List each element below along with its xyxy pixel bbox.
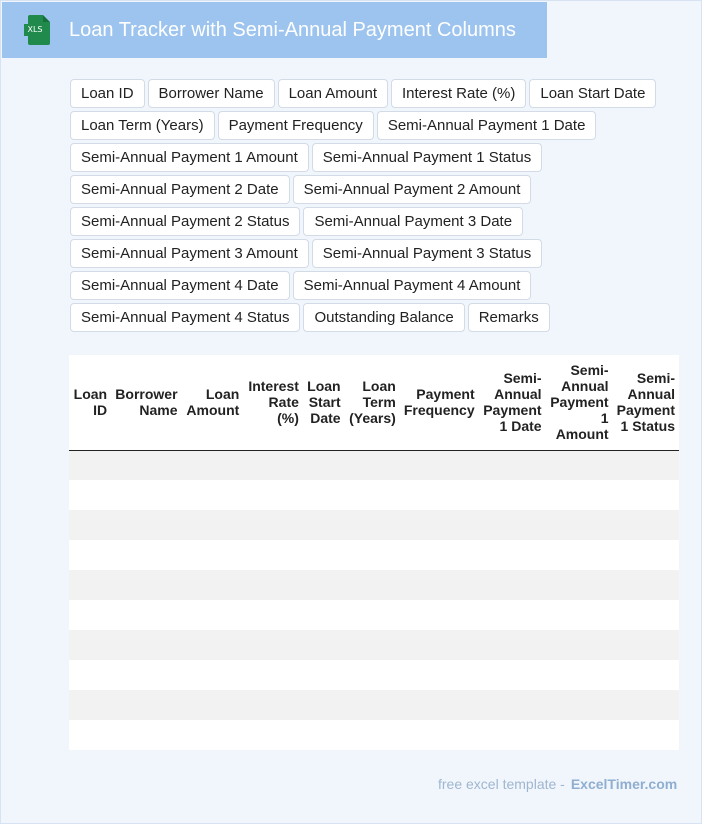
xls-file-icon <box>24 15 50 45</box>
table-row <box>69 660 679 690</box>
table-cell[interactable] <box>182 570 244 600</box>
table-cell[interactable] <box>345 510 400 540</box>
table-cell[interactable] <box>69 540 111 570</box>
column-chip: Outstanding Balance <box>303 303 464 332</box>
table-row <box>69 600 679 630</box>
page-title: Loan Tracker with Semi-Annual Payment Columns <box>69 18 516 41</box>
table-cell[interactable] <box>303 630 345 660</box>
column-chip: Semi-Annual Payment 1 Status <box>312 143 542 172</box>
table-cell[interactable] <box>400 570 479 600</box>
table-cell[interactable] <box>345 630 400 660</box>
table-cell[interactable] <box>303 480 345 510</box>
table-cell[interactable] <box>345 450 400 480</box>
column-chip: Payment Frequency <box>218 111 374 140</box>
table-cell[interactable] <box>479 720 546 750</box>
table-cell[interactable] <box>69 720 111 750</box>
table-cell[interactable] <box>182 630 244 660</box>
table-cell[interactable] <box>345 720 400 750</box>
loan-table-container <box>69 355 679 750</box>
table-cell[interactable] <box>111 660 181 690</box>
table-row <box>69 480 679 510</box>
table-cell[interactable] <box>243 690 303 720</box>
table-cell[interactable] <box>111 720 181 750</box>
table-cell[interactable] <box>111 510 181 540</box>
table-cell[interactable] <box>182 690 244 720</box>
column-header: Semi-Annual Payment 1 Date <box>479 355 546 450</box>
title-banner <box>2 2 547 58</box>
table-cell[interactable] <box>303 690 345 720</box>
table-cell[interactable] <box>243 510 303 540</box>
table-cell[interactable] <box>613 450 679 480</box>
table-cell[interactable] <box>546 600 613 630</box>
column-header: Semi-Annual Payment 1 Status <box>613 355 679 450</box>
table-cell[interactable] <box>546 720 613 750</box>
table-cell[interactable] <box>345 690 400 720</box>
column-list <box>70 79 660 332</box>
column-header: Interest Rate (%) <box>243 355 303 450</box>
table-cell[interactable] <box>546 450 613 480</box>
column-chip: Loan Amount <box>278 79 388 108</box>
table-header-row <box>69 355 679 450</box>
table-cell[interactable] <box>303 600 345 630</box>
table-cell[interactable] <box>345 660 400 690</box>
table-cell[interactable] <box>182 720 244 750</box>
table-cell[interactable] <box>111 450 181 480</box>
column-chip: Interest Rate (%) <box>391 79 526 108</box>
table-cell[interactable] <box>546 510 613 540</box>
table-cell[interactable] <box>182 600 244 630</box>
table-cell[interactable] <box>479 450 546 480</box>
table-cell[interactable] <box>479 480 546 510</box>
table-cell[interactable] <box>400 660 479 690</box>
table-cell[interactable] <box>546 570 613 600</box>
table-cell[interactable] <box>243 540 303 570</box>
table-cell[interactable] <box>303 570 345 600</box>
table-cell[interactable] <box>111 570 181 600</box>
table-cell[interactable] <box>613 630 679 660</box>
table-cell[interactable] <box>400 630 479 660</box>
table-cell[interactable] <box>613 540 679 570</box>
table-cell[interactable] <box>182 450 244 480</box>
table-cell[interactable] <box>243 660 303 690</box>
table-cell[interactable] <box>345 570 400 600</box>
table-cell[interactable] <box>400 450 479 480</box>
table-cell[interactable] <box>546 690 613 720</box>
table-cell[interactable] <box>546 660 613 690</box>
column-header: Payment Frequency <box>400 355 479 450</box>
table-cell[interactable] <box>303 720 345 750</box>
table-row <box>69 570 679 600</box>
column-chip: Remarks <box>468 303 550 332</box>
column-chip: Semi-Annual Payment 4 Amount <box>293 271 532 300</box>
table-cell[interactable] <box>479 540 546 570</box>
column-chip: Semi-Annual Payment 2 Status <box>70 207 300 236</box>
column-header: Loan Start Date <box>303 355 345 450</box>
column-chip: Loan Term (Years) <box>70 111 215 140</box>
table-row <box>69 450 679 480</box>
table-cell[interactable] <box>243 570 303 600</box>
table-cell[interactable] <box>303 450 345 480</box>
table-cell[interactable] <box>303 540 345 570</box>
table-cell[interactable] <box>111 600 181 630</box>
table-cell[interactable] <box>111 540 181 570</box>
table-cell[interactable] <box>345 600 400 630</box>
table-cell[interactable] <box>400 690 479 720</box>
table-cell[interactable] <box>243 450 303 480</box>
column-chip: Loan ID <box>70 79 145 108</box>
table-row <box>69 510 679 540</box>
footer <box>438 776 677 792</box>
table-cell[interactable] <box>303 660 345 690</box>
table-row <box>69 690 679 720</box>
column-chip: Semi-Annual Payment 3 Status <box>312 239 542 268</box>
table-cell[interactable] <box>613 660 679 690</box>
table-cell[interactable] <box>613 600 679 630</box>
table-cell[interactable] <box>479 600 546 630</box>
table-cell[interactable] <box>69 690 111 720</box>
table-cell[interactable] <box>345 540 400 570</box>
table-cell[interactable] <box>182 540 244 570</box>
column-chip: Semi-Annual Payment 4 Date <box>70 271 290 300</box>
table-cell[interactable] <box>243 480 303 510</box>
column-header: Semi-Annual Payment 1 Amount <box>546 355 613 450</box>
table-row <box>69 540 679 570</box>
table-cell[interactable] <box>400 480 479 510</box>
column-chip: Loan Start Date <box>529 79 656 108</box>
table-cell[interactable] <box>479 570 546 600</box>
table-cell[interactable] <box>400 720 479 750</box>
loan-table <box>69 355 679 750</box>
table-row <box>69 630 679 660</box>
table-cell[interactable] <box>546 480 613 510</box>
table-cell[interactable] <box>69 510 111 540</box>
table-cell[interactable] <box>111 690 181 720</box>
column-chip: Semi-Annual Payment 2 Amount <box>293 175 532 204</box>
table-cell[interactable] <box>400 600 479 630</box>
table-cell[interactable] <box>69 480 111 510</box>
table-cell[interactable] <box>345 480 400 510</box>
table-cell[interactable] <box>243 600 303 630</box>
column-chip: Semi-Annual Payment 1 Amount <box>70 143 309 172</box>
table-cell[interactable] <box>613 720 679 750</box>
table-cell[interactable] <box>182 510 244 540</box>
table-cell[interactable] <box>69 600 111 630</box>
table-cell[interactable] <box>69 630 111 660</box>
column-chip: Semi-Annual Payment 3 Date <box>303 207 523 236</box>
table-cell[interactable] <box>111 480 181 510</box>
column-chip: Semi-Annual Payment 1 Date <box>377 111 597 140</box>
table-cell[interactable] <box>243 630 303 660</box>
table-cell[interactable] <box>400 540 479 570</box>
footer-brand-link[interactable]: ExcelTimer.com <box>570 776 678 792</box>
table-cell[interactable] <box>243 720 303 750</box>
table-cell[interactable] <box>111 630 181 660</box>
table-cell[interactable] <box>182 660 244 690</box>
column-chip: Semi-Annual Payment 4 Status <box>70 303 300 332</box>
column-chip: Borrower Name <box>148 79 275 108</box>
table-cell[interactable] <box>303 510 345 540</box>
table-cell[interactable] <box>613 480 679 510</box>
table-cell[interactable] <box>613 510 679 540</box>
table-cell[interactable] <box>69 450 111 480</box>
column-chip: Semi-Annual Payment 2 Date <box>70 175 290 204</box>
table-cell[interactable] <box>479 660 546 690</box>
xls-icon-label: XLS <box>24 24 46 36</box>
column-header: Loan Term (Years) <box>345 355 400 450</box>
column-header: Borrower Name <box>111 355 181 450</box>
table-cell[interactable] <box>546 540 613 570</box>
table-cell[interactable] <box>400 510 479 540</box>
table-cell[interactable] <box>613 570 679 600</box>
table-cell[interactable] <box>479 630 546 660</box>
column-header: Loan ID <box>69 355 111 450</box>
table-cell[interactable] <box>69 660 111 690</box>
table-cell[interactable] <box>69 570 111 600</box>
table-cell[interactable] <box>546 630 613 660</box>
table-cell[interactable] <box>613 690 679 720</box>
footer-text: free excel template - <box>438 776 565 792</box>
column-header: Loan Amount <box>182 355 244 450</box>
table-cell[interactable] <box>479 690 546 720</box>
table-row <box>69 720 679 750</box>
column-chip: Semi-Annual Payment 3 Amount <box>70 239 309 268</box>
table-cell[interactable] <box>182 480 244 510</box>
table-cell[interactable] <box>479 510 546 540</box>
